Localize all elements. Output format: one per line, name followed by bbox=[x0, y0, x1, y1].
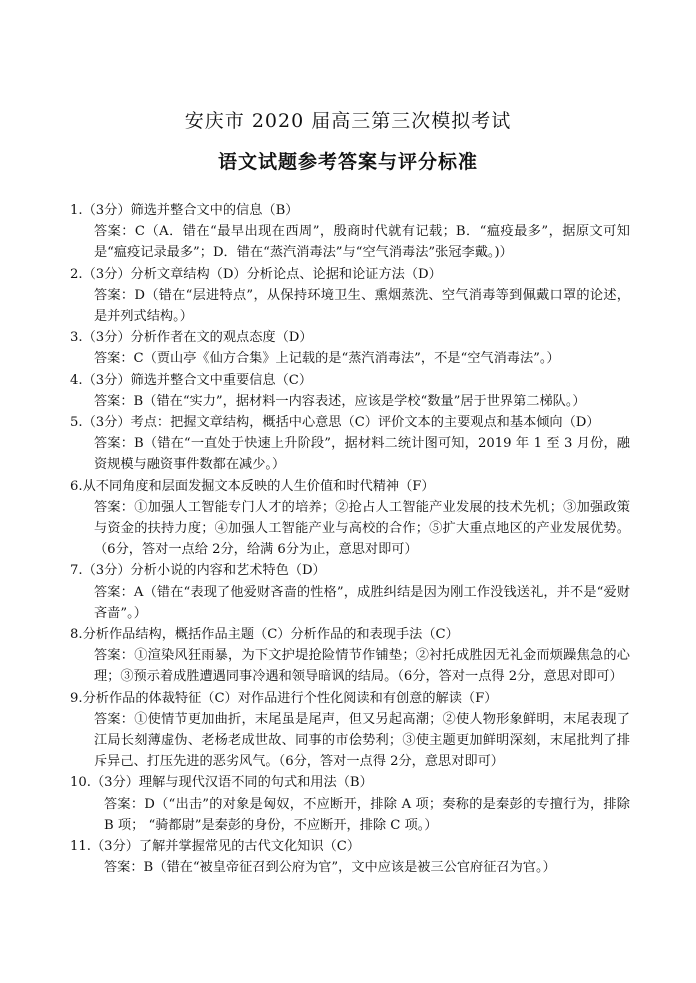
answer-item-3 bbox=[70, 327, 630, 369]
answer-text: 答案：B（错在“被皇帝征召到公府为官”，文中应该是被三公官府征召为官。） bbox=[104, 860, 556, 876]
answer-text: 答案：B（错在“一直处于快速上升阶段”，据材料二统计图可知，2019 年 1 至 3 月份，融资规模与融资事件数都在减少。） bbox=[94, 436, 630, 473]
answer-text: 答案：A（错在“表现了他爱财吝啬的性格”，成胜纠结是因为刚工作没钱送礼，并不是“爱财吝啬”。） bbox=[94, 584, 630, 621]
question-line: 2.（3分）分析文章结构（D）分析论点、论据和论证方法（D） bbox=[70, 266, 442, 282]
answer-text: 答案：①使情节更加曲折，末尾虽是尾声，但又另起高潮；②使人物形象鲜明，末尾表现了江局长刻薄虚伪、老杨老成世故、同事的市侩势利；③使主题更加鲜明深刻，末尾批判了排斥异己、打压先进的恶劣风气。（6分，答对一点得 2分，意思对即可） bbox=[94, 711, 630, 770]
answer-item-2 bbox=[70, 264, 630, 328]
answer-text: 答案：D（错在“层进特点”，从保持环境卫生、熏烟蒸洗、空气消毒等到佩戴口罩的论述，是并列式结构。） bbox=[94, 287, 630, 325]
answer-item-5 bbox=[70, 412, 630, 476]
answer-text: 答案：B（错在“实力”，据材料一内容表述，应该是学校“数量”居于世界第二梯队。） bbox=[94, 393, 586, 409]
answer-item-6 bbox=[70, 476, 630, 561]
answer-item-1 bbox=[70, 200, 630, 264]
question-line: 4.（3分）筛选并整合文中重要信息（C） bbox=[70, 372, 313, 388]
answer-text: 答案：C（贾山亭《仙方合集》上记载的是“蒸汽消毒法”，不是“空气消毒法”。） bbox=[94, 351, 560, 367]
question-line: 1.（3分）筛选并整合文中的信息（B） bbox=[70, 203, 299, 218]
question-line: 8.分析作品结构，概括作品主题（C）分析作品的和表现手法（C） bbox=[70, 627, 459, 643]
question-line: 6.从不同角度和层面发掘文本反映的人生价值和时代精神（F） bbox=[70, 478, 435, 494]
exam-title: 安庆市 2020 届高三第三次模拟考试 bbox=[184, 110, 512, 132]
question-line: 9.分析作品的体裁特征（C）对作品进行个性化阅读和有创意的解读（F） bbox=[70, 690, 498, 706]
question-line: 10.（3分）理解与现代汉语不同的句式和用法（B） bbox=[70, 775, 373, 791]
answer-item-7 bbox=[70, 560, 630, 624]
answer-item-8 bbox=[70, 624, 630, 688]
question-line: 5.（3分）考点：把握文章结构，概括中心意思（C）评价文本的主要观点和基本倾向（D） bbox=[70, 415, 600, 431]
answer-item-10 bbox=[70, 772, 630, 836]
answer-text: 答案：C（A．错在“最早出现在西周”，殷商时代就有记载；B．“瘟疫最多”，据原文可知是“瘟疫记录最多”；D．错在“蒸汽消毒法”与“空气消毒法”张冠李戴。)） bbox=[94, 224, 630, 261]
answer-item-11 bbox=[70, 836, 630, 878]
answer-item-4 bbox=[70, 370, 630, 412]
question-line: 11.（3分）了解并掌握常见的古代文化知识（C） bbox=[70, 839, 361, 855]
answer-text: 答案：①渲染风狂雨暴，为下文护堤抢险情节作铺垫；②衬托成胜因无礼金而烦躁焦急的心理；③预示着成胜遭遇同事冷遇和领导暗讽的结局。（6分，答对一点得 2分，意思对即可） bbox=[94, 648, 630, 685]
document-title: 语文试题参考答案与评分标准 bbox=[217, 151, 478, 173]
question-line: 7.（3分）分析小说的内容和艺术特色（D） bbox=[70, 563, 326, 579]
question-line: 3.（3分）分析作者在文的观点态度（D） bbox=[70, 330, 313, 346]
answer-list bbox=[70, 200, 630, 879]
answer-text: 答案：①加强人工智能专门人才的培养；②抢占人工智能产业发展的技术先机；③加强政策与资金的扶持力度；④加强人工智能产业与高校的合作；⑤扩大重点地区的产业发展优势。（6分，答对一点给 2分，给满 6分为止，意思对即可） bbox=[94, 499, 630, 558]
answer-text: 答案：D（“出击”的对象是匈奴，不应断开，排除 A 项；奏称的是秦彭的专擅行为，排除 B 项； “骑都尉”是秦彭的身份，不应断开，排除 C 项。） bbox=[104, 796, 630, 833]
answer-item-9 bbox=[70, 688, 630, 773]
